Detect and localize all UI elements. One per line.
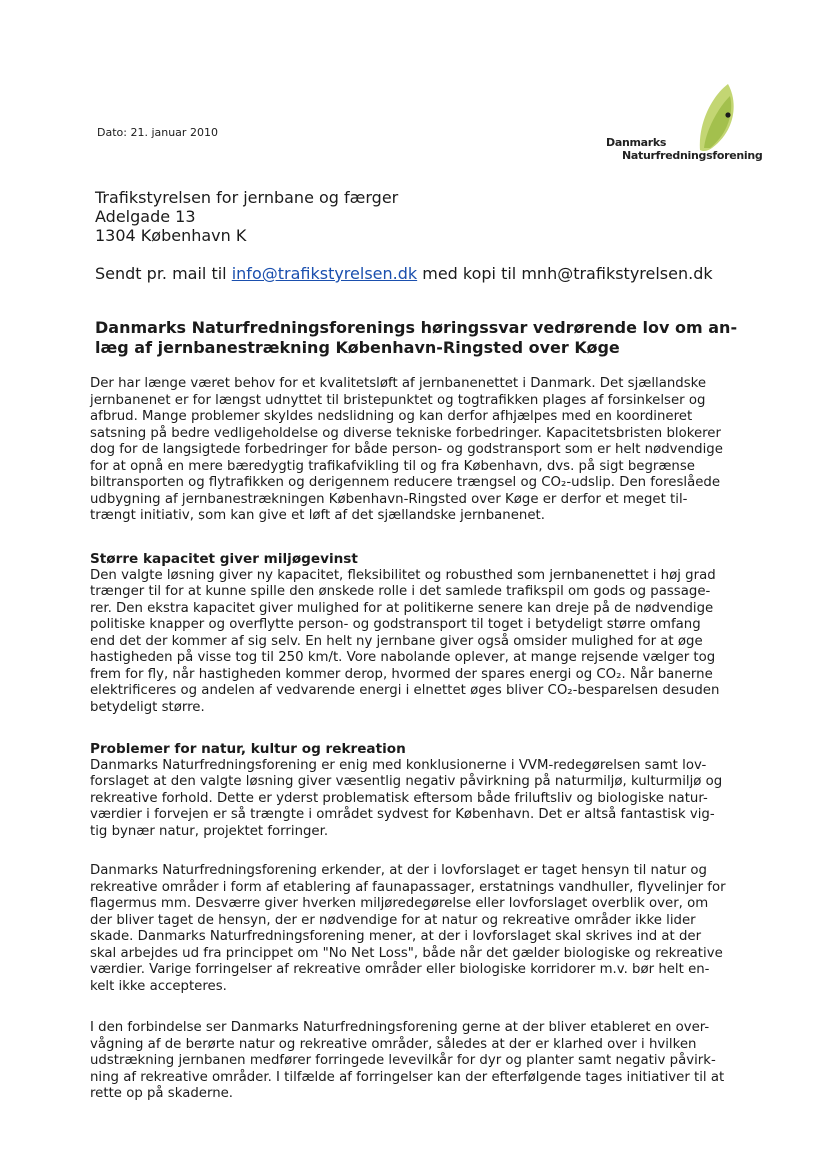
- paragraph-line: elektrificeres og andelen af vedvarende energi i elnettet øges bliver CO₂-besparelsen desuden: [90, 683, 720, 698]
- paragraph-line: værdier i forvejen er så trængte i området sydvest for København. Det er altså fantastisk vig-: [90, 807, 715, 822]
- paragraph-line: Der har længe været behov for et kvalitetsløft af jernbanenettet i Danmark. Det sjællandske: [90, 376, 707, 391]
- email-link[interactable]: info@trafikstyrelsen.dk: [231, 264, 418, 283]
- paragraph-line: forslaget at den valgte løsning giver væsentlig negativ påvirkning på naturmiljø, kulturmiljø og: [90, 774, 723, 789]
- intro-paragraph: [90, 376, 740, 525]
- paragraph-monitoring: [90, 1020, 740, 1103]
- paragraph-line: hastigheden på visse tog til 250 km/t. Vore nabolande oplever, at mange rejsende vælger tog: [90, 650, 716, 665]
- letter-title: [95, 318, 740, 358]
- section-capacity: [90, 551, 740, 716]
- letter-date: Dato: 21. januar 2010: [97, 126, 218, 139]
- paragraph-line: end det der kommer af sig selv. En helt ny jernbane giver også omsider mulighed for at øge: [90, 633, 703, 649]
- recipient-street: Adelgade 13: [95, 207, 196, 226]
- paragraph-line: for at opnå en mere bæredygtig trafikafvikling til og fra København, dvs. på sigt begrænse: [90, 458, 695, 474]
- recipient-city: 1304 København K: [95, 226, 247, 245]
- paragraph-line: Den valgte løsning giver ny kapacitet, fleksibilitet og robusthed som jernbanenettet i høj grad: [90, 567, 716, 583]
- paragraph-line: betydeligt større.: [90, 699, 205, 715]
- paragraph-line: kelt ikke accepteres.: [90, 978, 227, 994]
- paragraph-line: udstrækning jernbanen medfører forringede levevilkår for dyr og planter samt negativ påvirk-: [90, 1053, 716, 1068]
- paragraph-recognition: [90, 863, 740, 995]
- paragraph-line: der bliver taget de hensyn, der er nødvendige for at natur og rekreative områder ikke lider: [90, 912, 696, 928]
- title-line-2: læg af jernbanestrækning København-Ringsted over Køge: [95, 338, 620, 357]
- paragraph-line: vågning af de berørte natur og rekreative områder, således at der er klarhed over i hvilken: [90, 1036, 697, 1052]
- paragraph-line: Danmarks Naturfredningsforening erkender, at der i lovforslaget er taget hensyn til natur og: [90, 863, 707, 878]
- title-line-1: Danmarks Naturfredningsforenings høringssvar vedrørende lov om an-: [95, 318, 738, 337]
- paragraph-line: biltransporten og flytrafikken og derigennem reducere trængsel og CO₂-udslip. Den foreslåede: [90, 475, 721, 490]
- paragraph-line: Danmarks Naturfredningsforening er enig med konklusionerne i VVM-redegørelsen samt lov-: [90, 757, 707, 773]
- section-heading: Større kapacitet giver miljøgevinst: [90, 551, 358, 567]
- paragraph-line: skade. Danmarks Naturfredningsforening mener, at der i lovforslaget skal skrives ind at der: [90, 929, 702, 944]
- paragraph-line: flagermus mm. Desværre giver hverken miljøredegørelse eller lovforslaget overblik over, om: [90, 896, 709, 911]
- paragraph-line: trængt initiativ, som kan give et løft af det sjællandske jernbanenet.: [90, 508, 545, 523]
- paragraph-line: trænger til for at kunne spille den ønskede rolle i det samlede trafikspil om gods og passage-: [90, 584, 711, 599]
- paragraph-line: rekreative områder i form af etablering af faunapassager, erstatnings vandhuller, flyvelinjer for: [90, 879, 726, 895]
- paragraph-line: jernbanenet er for længst udnyttet til bristepunktet og togtrafikken plages af forsinkelser og: [90, 392, 706, 408]
- paragraph-line: satsning på bedre vedligeholdelse og diverse tekniske forbedringer. Kapacitetsbristen blokerer: [90, 425, 721, 441]
- paragraph-line: dog for de langsigtede forbedringer for både person- og godstransport som er helt nødvendige: [90, 442, 723, 457]
- logo-line-1: Danmarks: [606, 136, 667, 149]
- paragraph-line: værdier. Varige forringelser af rekreative områder eller biologiske korridorer m.v. bør helt en-: [90, 962, 710, 977]
- recipient-name: Trafikstyrelsen for jernbane og færger: [95, 188, 399, 207]
- paragraph-line: rekreative forhold. Dette er yderst problematisk eftersom både friluftsliv og biologiske natur-: [90, 790, 708, 806]
- organization-logo-text: [606, 136, 762, 162]
- section-heading: Problemer for natur, kultur og rekreation: [90, 741, 406, 757]
- logo-line-2: Naturfredningsforening: [622, 149, 763, 162]
- sent-line: [95, 264, 713, 283]
- paragraph-line: rer. Den ekstra kapacitet giver mulighed for at politikerne senere kan dreje på de nødvendige: [90, 600, 714, 616]
- section-nature-problems: [90, 741, 740, 840]
- paragraph-line: ning af rekreative områder. I tilfælde af forringelser kan der efterfølgende tages initiativer til at: [90, 1069, 725, 1085]
- sent-suffix: med kopi til mnh@trafikstyrelsen.dk: [417, 264, 713, 283]
- paragraph-line: politiske knapper og overflytte person- og godstransport til toget i betydeligt større omfang: [90, 617, 701, 632]
- paragraph-line: I den forbindelse ser Danmarks Naturfredningsforening gerne at der bliver etableret en over-: [90, 1020, 710, 1035]
- recipient-address: [95, 188, 398, 245]
- paragraph-line: tig bynær natur, projektet forringer.: [90, 823, 329, 839]
- paragraph-line: frem for fly, når hastigheden kommer derop, hvormed der spares energi og CO₂. Når banerne: [90, 666, 713, 682]
- paragraph-line: skal arbejdes ud fra princippet om "No Net Loss", både når det gælder biologiske og rekreative: [90, 945, 723, 961]
- paragraph-line: afbrud. Mange problemer skyldes nedslidning og kan derfor afhjælpes med en koordineret: [90, 409, 693, 424]
- sent-prefix: Sendt pr. mail til: [95, 264, 232, 283]
- organization-logo-icon: [600, 78, 750, 178]
- paragraph-line: udbygning af jernbanestrækningen København-Ringsted over Køge er derfor et meget til-: [90, 491, 688, 507]
- paragraph-line: rette op på skaderne.: [90, 1086, 234, 1101]
